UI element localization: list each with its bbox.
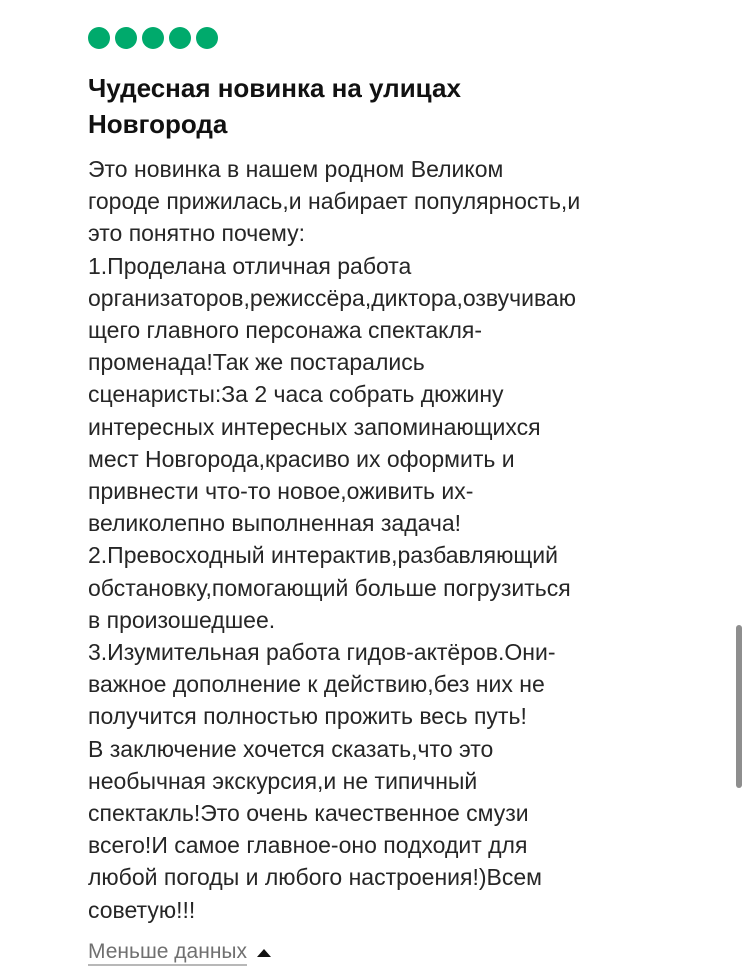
review-body-line: спектакль!Это очень качественное смузи [88,800,529,827]
review-body-line: это понятно почему: [88,220,305,247]
review-body-line: всего!И самое главное-оно подходит для [88,832,528,859]
rating-bubble-icon [196,27,218,49]
review-body-line: 3.Изумительная работа гидов-актёров.Они- [88,639,556,666]
review-title-line: Чудесная новинка на улицах [88,73,461,103]
review-body-line: променада!Так же постарались [88,349,425,376]
review-body-line: интересных интересных запоминающихся [88,413,541,440]
show-less-label[interactable]: Меньше данных [88,940,247,966]
review-body-line: привнести что-то новое,оживить их- [88,478,474,505]
review-body [88,153,688,926]
review-body-line: городе прижилась,и набирает популярность,и [88,188,581,215]
review-body-line: любой погоды и любого настроения!)Всем [88,864,542,891]
review-body-line: 1.Проделана отличная работа [88,252,412,279]
review-body-line: 2.Превосходный интерактив,разбавляющий [88,542,558,569]
review-body-line: важное дополнение к действию,без них не [88,671,545,698]
review-body-line: сценаристы:За 2 часа собрать дюжину [88,381,504,408]
review-body-line: получится полностью прожить весь путь! [88,703,527,730]
review-body-line: Это новинка в нашем родном Великом [88,156,504,182]
review-body-line: великолепно выполненная задача! [88,510,462,537]
rating-bubble-icon [169,27,191,49]
review-title [88,70,688,142]
review-body-line: в произошедшее. [88,606,276,633]
rating-bubble-icon [142,27,164,49]
review-body-line: организаторов,режиссёра,диктора,озвучиваю [88,284,576,311]
rating-bubble-icon [88,27,110,49]
scrollbar[interactable] [736,625,742,788]
show-less-button[interactable] [88,940,271,966]
review-body-line: необычная экскурсия,и не типичный [88,767,478,794]
review-body-line: В заключение хочется сказать,что это [88,735,494,762]
review-body-line: мест Новгорода,красиво их оформить и [88,445,515,472]
review-title-line: Новгорода [88,109,228,139]
rating-bubbles [88,27,218,49]
caret-up-icon[interactable] [257,949,271,957]
rating-bubble-icon [115,27,137,49]
review-body-line: обстановку,помогающий больше погрузиться [88,574,571,601]
review-body-line: щего главного персонажа спектакля- [88,317,483,344]
review-body-line: советую!!! [88,896,196,923]
